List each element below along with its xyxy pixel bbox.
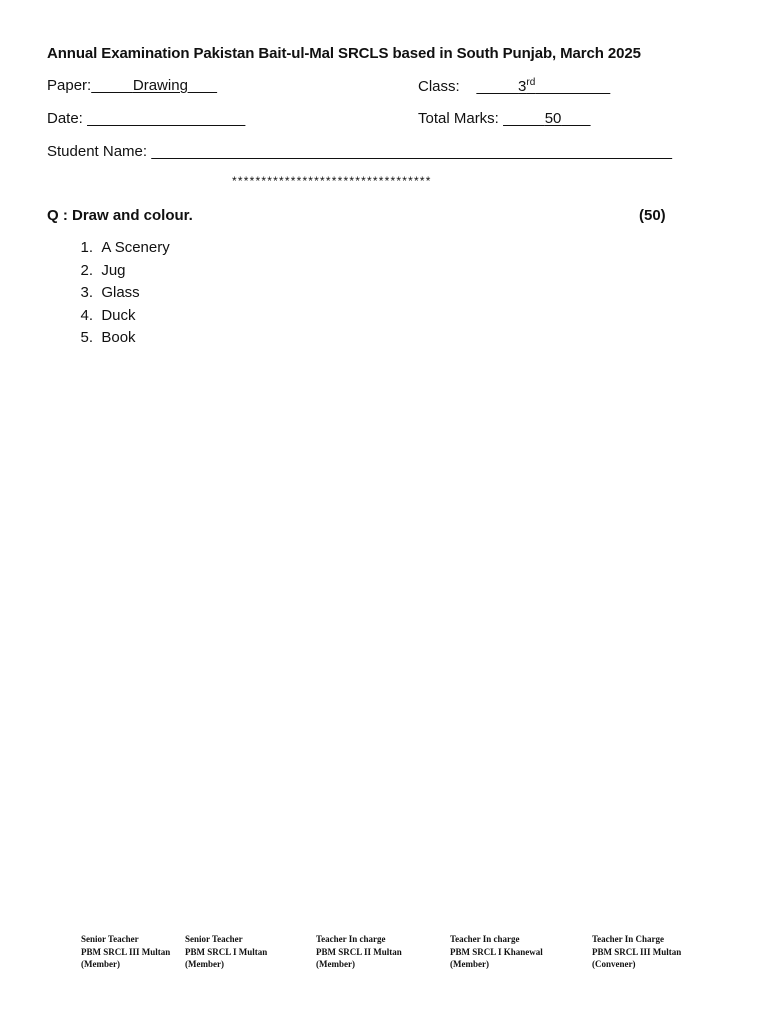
signatory-3: Teacher In charge PBM SRCL II Multan (Member) [316,934,402,969]
question-marks: (50) [639,207,666,224]
signatory-1: Senior Teacher PBM SRCL III Multan (Member) [81,934,171,969]
paper-value: Drawing [132,77,188,94]
class-field [418,77,610,95]
exam-title: Annual Examination Pakistan Bait-ul-Mal SRCLS based in South Punjab, March 2025 [47,45,641,62]
student-name-blank [151,143,672,160]
total-marks-field [418,110,591,127]
list-item: 5. Book [80,329,136,347]
class-value: 3rd [518,77,536,95]
signatory-4: Teacher In charge PBM SRCL I Khanewal (Member) [450,934,543,969]
student-name-label: Student Name: [47,143,148,160]
student-name-field [47,143,672,160]
paper-label: Paper: [47,77,92,94]
list-item: 4. Duck [80,306,136,324]
class-label: Class: [418,78,460,95]
question-items-list [47,237,170,350]
divider-stars: ********************************** [232,174,432,188]
total-marks-label: Total Marks: [418,110,499,127]
list-item: 1. A Scenery [80,239,170,256]
list-item: 3. Glass [80,284,140,302]
date-label: Date: [47,110,83,127]
signatory-5: Teacher In Charge PBM SRCL III Multan (Convener) [592,934,682,969]
paper-field [47,77,217,94]
total-marks-value: 50 [544,110,562,127]
list-item: 2. Jug [80,261,126,279]
date-field [47,110,245,127]
question-label: Q : Draw and colour. [47,207,193,224]
signatory-2: Senior Teacher PBM SRCL I Multan (Member) [185,934,268,969]
date-blank [87,110,245,127]
